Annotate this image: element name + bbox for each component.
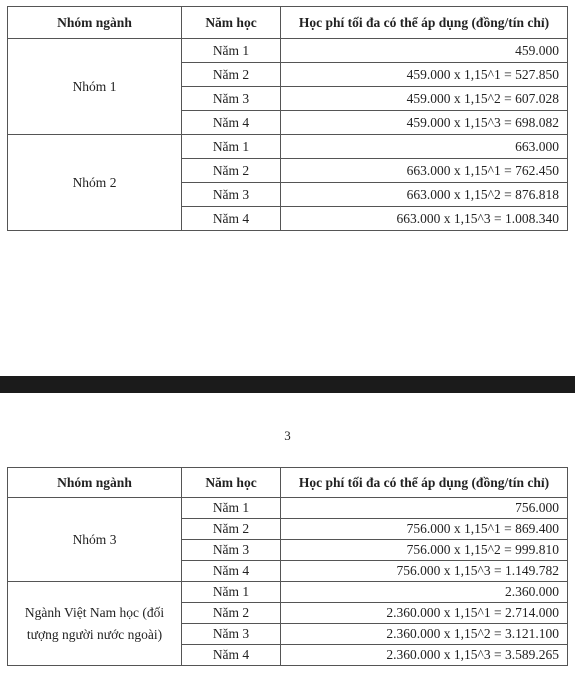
fee-cell: 663.000 x 1,15^1 = 762.450	[281, 159, 568, 183]
fee-cell: 756.000	[281, 498, 568, 519]
header-group: Nhóm ngành	[8, 7, 182, 39]
fee-cell: 663.000	[281, 135, 568, 159]
page-break-band	[0, 376, 575, 393]
table-row	[8, 582, 568, 603]
header-fee: Học phí tối đa có thể áp dụng (đồng/tín chỉ)	[281, 468, 568, 498]
header-row	[8, 468, 568, 498]
year-cell: Năm 2	[182, 519, 281, 540]
group-name: Nhóm 2	[8, 135, 182, 231]
group-name: Nhóm 3	[8, 498, 182, 582]
page-number: 3	[284, 428, 291, 443]
fee-cell: 459.000	[281, 39, 568, 63]
fee-cell: 756.000 x 1,15^1 = 869.400	[281, 519, 568, 540]
group-name: Nhóm 1	[8, 39, 182, 135]
fee-cell: 459.000 x 1,15^1 = 527.850	[281, 63, 568, 87]
year-cell: Năm 2	[182, 63, 281, 87]
fee-cell: 2.360.000 x 1,15^3 = 3.589.265	[281, 645, 568, 666]
year-cell: Năm 2	[182, 603, 281, 624]
fee-cell: 663.000 x 1,15^3 = 1.008.340	[281, 207, 568, 231]
header-row	[8, 7, 568, 39]
year-cell: Năm 1	[182, 582, 281, 603]
year-cell: Năm 3	[182, 183, 281, 207]
fee-cell: 459.000 x 1,15^2 = 607.028	[281, 87, 568, 111]
tuition-table-1	[7, 6, 568, 231]
group-name: Ngành Việt Nam học (đối tượng người nước ngoài)	[8, 582, 182, 666]
table-row	[8, 135, 568, 159]
header-year: Năm học	[182, 7, 281, 39]
tuition-table-2	[7, 467, 568, 666]
header-fee: Học phí tối đa có thể áp dụng (đồng/tín chỉ)	[281, 7, 568, 39]
fee-cell: 459.000 x 1,15^3 = 698.082	[281, 111, 568, 135]
year-cell: Năm 4	[182, 207, 281, 231]
table-row	[8, 39, 568, 63]
header-group: Nhóm ngành	[8, 468, 182, 498]
year-cell: Năm 4	[182, 561, 281, 582]
year-cell: Năm 3	[182, 624, 281, 645]
year-cell: Năm 3	[182, 87, 281, 111]
header-year: Năm học	[182, 468, 281, 498]
year-cell: Năm 4	[182, 111, 281, 135]
fee-cell: 2.360.000 x 1,15^2 = 3.121.100	[281, 624, 568, 645]
year-cell: Năm 1	[182, 39, 281, 63]
year-cell: Năm 3	[182, 540, 281, 561]
year-cell: Năm 4	[182, 645, 281, 666]
table-row	[8, 498, 568, 519]
year-cell: Năm 2	[182, 159, 281, 183]
fee-cell: 663.000 x 1,15^2 = 876.818	[281, 183, 568, 207]
fee-cell: 756.000 x 1,15^2 = 999.810	[281, 540, 568, 561]
fee-cell: 2.360.000 x 1,15^1 = 2.714.000	[281, 603, 568, 624]
year-cell: Năm 1	[182, 498, 281, 519]
year-cell: Năm 1	[182, 135, 281, 159]
fee-cell: 2.360.000	[281, 582, 568, 603]
fee-cell: 756.000 x 1,15^3 = 1.149.782	[281, 561, 568, 582]
